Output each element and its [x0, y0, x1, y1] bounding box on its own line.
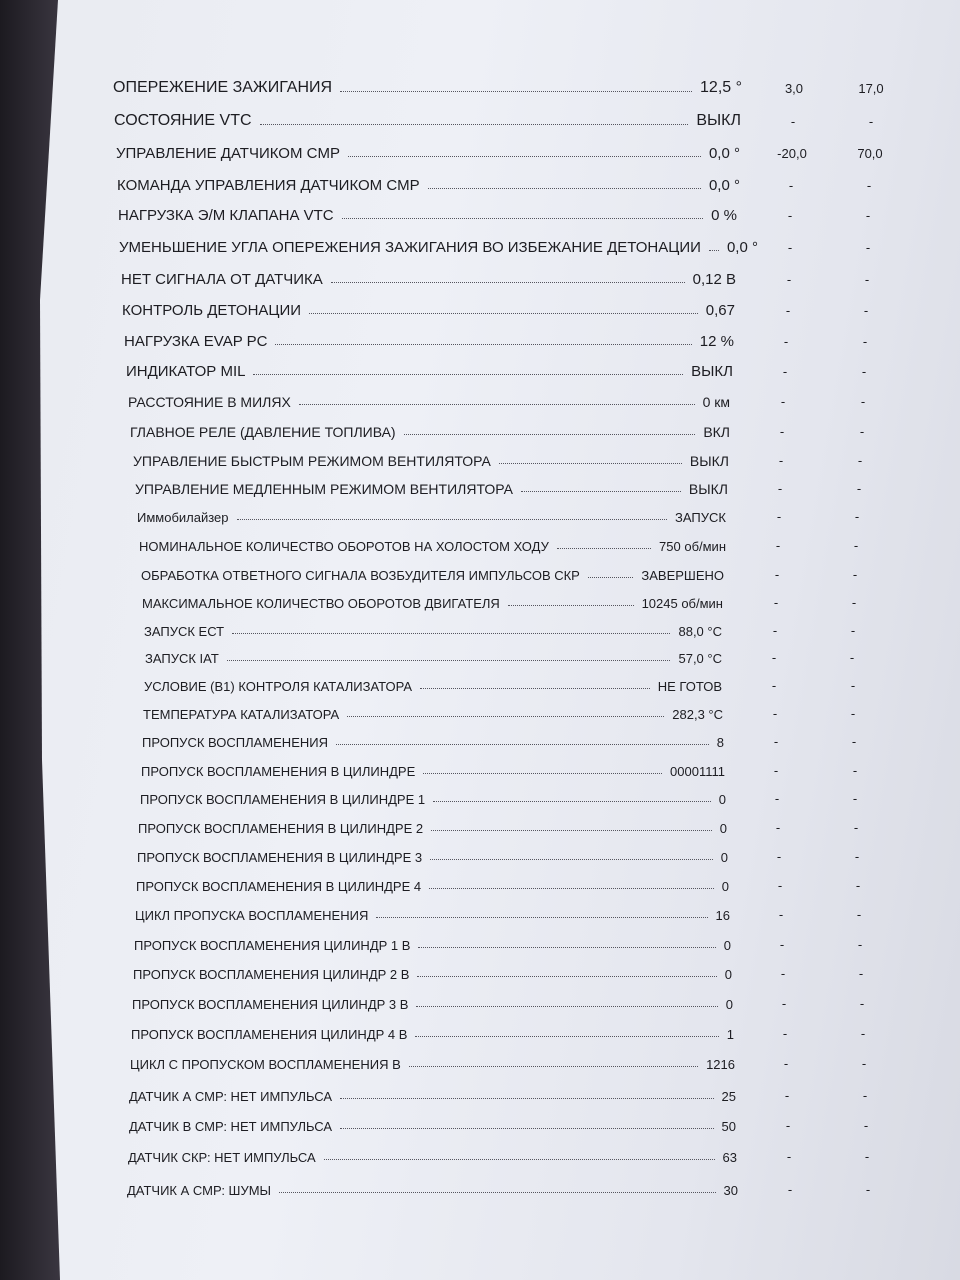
parameter-value: ВЫКЛ — [691, 363, 733, 380]
table-row — [133, 960, 732, 982]
table-row — [141, 561, 724, 583]
max-value: - — [852, 763, 858, 778]
dot-leader — [499, 463, 682, 464]
max-value: - — [854, 509, 860, 524]
dot-leader — [430, 859, 713, 860]
dot-leader — [336, 744, 709, 745]
parameter-value: 0,0 ° — [708, 145, 740, 162]
dot-leader — [431, 830, 712, 831]
table-row — [142, 589, 723, 611]
parameter-label: ПРОПУСК ВОСПЛАМЕНЕНИЯ В ЦИЛИНДРЕ 2 — [138, 821, 424, 836]
max-value: - — [861, 1056, 867, 1071]
table-row — [119, 234, 758, 256]
parameter-value: ВКЛ — [703, 424, 730, 440]
table-row — [124, 328, 734, 350]
parameter-value: 57,0 °С — [678, 651, 722, 666]
parameter-value: 8 — [716, 735, 724, 750]
parameter-label: ПРОПУСК ВОСПЛАМЕНЕНИЯ ЦИЛИНДР 1 В — [134, 938, 411, 953]
parameter-value: 0 % — [711, 207, 737, 224]
dot-leader — [433, 801, 711, 802]
min-value: - — [786, 272, 792, 287]
table-row — [134, 931, 731, 953]
min-value: - — [778, 907, 784, 922]
table-row — [132, 990, 733, 1012]
table-row — [113, 75, 742, 97]
max-value: - — [859, 996, 865, 1011]
parameter-value: 63 — [722, 1150, 737, 1165]
min-value: -20,0 — [777, 146, 807, 161]
table-row — [136, 872, 729, 894]
table-row — [142, 728, 724, 750]
parameter-label: ЗАПУСК IAT — [145, 651, 219, 666]
table-row — [135, 901, 730, 923]
parameter-label: НАГРУЗКА Э/М КЛАПАНА VTC — [118, 207, 334, 224]
dot-leader — [415, 1036, 718, 1037]
dot-leader — [324, 1159, 715, 1160]
parameter-label: ПРОПУСК ВОСПЛАМЕНЕНИЯ ЦИЛИНДР 2 В — [133, 967, 410, 982]
min-value: - — [783, 334, 789, 349]
parameter-value: 0,12 В — [692, 271, 736, 288]
parameter-value: 00001111 — [670, 764, 725, 779]
dot-leader — [227, 660, 671, 661]
table-row — [129, 1112, 736, 1134]
parameter-value: 50 — [721, 1119, 736, 1134]
table-row — [127, 1176, 738, 1198]
parameter-label: НЕТ СИГНАЛА ОТ ДАТЧИКА — [121, 271, 323, 288]
parameter-label: ЗАПУСК ЕСТ — [144, 624, 225, 639]
parameter-value: 0 — [725, 997, 733, 1012]
min-value: - — [774, 791, 780, 806]
parameter-label: ИНДИКАТОР MIL — [126, 363, 246, 380]
dot-leader — [260, 124, 689, 125]
parameter-value: 16 — [715, 908, 730, 923]
max-value: - — [853, 538, 859, 553]
dot-leader — [428, 188, 701, 189]
dot-leader — [340, 1098, 713, 1099]
min-value: - — [773, 763, 779, 778]
parameter-value: ВЫКЛ — [696, 112, 741, 129]
min-value: - — [771, 678, 777, 693]
parameter-label: ОПЕРЕЖЕНИЕ ЗАЖИГАНИЯ — [113, 79, 333, 96]
min-value: - — [780, 394, 786, 409]
max-value: 70,0 — [857, 146, 883, 161]
dot-leader — [418, 947, 715, 948]
parameter-value: 88,0 °С — [678, 624, 722, 639]
parameter-value: НЕ ГОТОВ — [657, 679, 722, 694]
max-value: - — [856, 481, 862, 496]
table-row — [144, 617, 722, 639]
parameter-label: УПРАВЛЕНИЕ МЕДЛЕННЫМ РЕЖИМОМ ВЕНТИЛЯТОРА — [135, 481, 513, 497]
table-row — [143, 700, 723, 722]
parameter-label: ГЛАВНОЕ РЕЛЕ (ДАВЛЕНИЕ ТОПЛИВА) — [130, 424, 396, 440]
min-value: - — [784, 1088, 790, 1103]
dot-leader — [416, 1006, 717, 1007]
parameter-label: УПРАВЛЕНИЕ БЫСТРЫМ РЕЖИМОМ ВЕНТИЛЯТОРА — [133, 453, 491, 469]
table-row — [135, 475, 728, 497]
parameter-value: 0 — [718, 792, 726, 807]
max-value: - — [861, 364, 867, 379]
parameter-label: ОБРАБОТКА ОТВЕТНОГО СИГНАЛА ВОЗБУДИТЕЛЯ ИМПУЛЬСОВ СКР — [141, 568, 580, 583]
parameter-label: ДАТЧИК А СМР: ШУМЫ — [127, 1183, 272, 1198]
table-row — [138, 814, 727, 836]
table-row — [121, 266, 736, 288]
dot-leader — [232, 633, 670, 634]
max-value: - — [860, 394, 866, 409]
parameter-value: 0 — [724, 967, 732, 982]
min-value: - — [790, 114, 796, 129]
dot-leader — [340, 91, 692, 92]
parameter-value: ЗАПУСК — [675, 510, 726, 525]
parameter-label: ЦИКЛ ПРОПУСКА ВОСПЛАМЕНЕНИЯ — [135, 908, 369, 923]
table-row — [128, 1143, 737, 1165]
max-value: - — [864, 272, 870, 287]
min-value: - — [774, 567, 780, 582]
min-value: - — [780, 966, 786, 981]
max-value: - — [859, 424, 865, 439]
max-value: - — [849, 650, 855, 665]
parameter-label: СОСТОЯНИЕ VTC — [114, 112, 252, 129]
min-value: - — [785, 303, 791, 318]
parameter-label: ДАТЧИК СКР: НЕТ ИМПУЛЬСА — [128, 1150, 316, 1165]
dot-leader — [588, 577, 634, 578]
max-value: - — [866, 178, 872, 193]
max-value: - — [865, 208, 871, 223]
max-value: - — [853, 820, 859, 835]
max-value: - — [851, 734, 857, 749]
max-value: 17,0 — [858, 81, 884, 96]
min-value: - — [775, 538, 781, 553]
table-row — [126, 358, 733, 380]
min-value: - — [773, 734, 779, 749]
max-value: - — [863, 303, 869, 318]
table-row — [140, 785, 726, 807]
dot-leader — [275, 344, 691, 345]
parameter-value: 25 — [721, 1089, 736, 1104]
parameter-label: КОМАНДА УПРАВЛЕНИЯ ДАТЧИКОМ CMP — [117, 177, 420, 194]
min-value: - — [787, 208, 793, 223]
table-row — [133, 447, 729, 469]
table-row — [130, 1050, 735, 1072]
dot-leader — [253, 374, 683, 375]
parameter-value: 1 — [726, 1027, 734, 1042]
parameter-label: УМЕНЬШЕНИЕ УГЛА ОПЕРЕЖЕНИЯ ЗАЖИГАНИЯ ВО ИЗБЕЖАНИЕ ДЕТОНАЦИИ — [119, 239, 701, 256]
table-row — [137, 843, 728, 865]
parameter-label: ТЕМПЕРАТУРА КАТАЛИЗАТОРА — [143, 707, 340, 722]
max-value: - — [868, 114, 874, 129]
table-row — [137, 503, 726, 525]
parameter-value: ВЫКЛ — [689, 453, 729, 469]
parameter-label: НОМИНАЛЬНОЕ КОЛИЧЕСТВО ОБОРОТОВ НА ХОЛОСТОМ ХОДУ — [139, 539, 549, 554]
table-row — [117, 172, 740, 194]
max-value: - — [854, 849, 860, 864]
min-value: - — [775, 820, 781, 835]
parameter-value: 12 % — [699, 333, 734, 350]
table-row — [128, 388, 730, 410]
min-value: - — [779, 937, 785, 952]
min-value: - — [787, 1182, 793, 1197]
dot-leader — [348, 156, 701, 157]
parameter-label: УСЛОВИЕ (В1) КОНТРОЛЯ КАТАЛИЗАТОРА — [144, 679, 413, 694]
parameter-label: ПРОПУСК ВОСПЛАМЕНЕНИЯ В ЦИЛИНДРЕ 1 — [140, 792, 426, 807]
max-value: - — [857, 937, 863, 952]
min-value: - — [771, 650, 777, 665]
dot-leader — [376, 917, 707, 918]
table-row — [130, 418, 730, 440]
parameter-value: 12,5 ° — [700, 79, 742, 96]
parameter-value: 282,3 °С — [672, 707, 723, 722]
max-value: - — [857, 453, 863, 468]
min-value: - — [772, 623, 778, 638]
min-value: - — [781, 996, 787, 1011]
max-value: - — [863, 1118, 869, 1133]
dot-leader — [342, 218, 704, 219]
dot-leader — [508, 605, 634, 606]
parameter-label: ЦИКЛ С ПРОПУСКОМ ВОСПЛАМЕНЕНИЯ В — [130, 1057, 401, 1072]
dot-leader — [309, 313, 698, 314]
parameter-value: 0 — [723, 938, 731, 953]
max-value: - — [862, 1088, 868, 1103]
parameter-label: ПРОПУСК ВОСПЛАМЕНЕНИЯ ЦИЛИНДР 4 В — [131, 1027, 408, 1042]
parameter-value: 1216 — [706, 1057, 735, 1072]
min-value: - — [776, 509, 782, 524]
min-value: - — [773, 595, 779, 610]
dot-leader — [417, 976, 716, 977]
parameter-label: МАКСИМАЛЬНОЕ КОЛИЧЕСТВО ОБОРОТОВ ДВИГАТЕЛЯ — [142, 596, 500, 611]
parameter-value: 750 об/мин — [659, 539, 726, 554]
parameter-value: 10245 об/мин — [641, 596, 723, 611]
min-value: - — [786, 1149, 792, 1164]
max-value: - — [850, 678, 856, 693]
dot-leader — [340, 1128, 713, 1129]
min-value: - — [788, 178, 794, 193]
parameter-label: Иммобилайзер — [137, 510, 229, 525]
dot-leader — [331, 282, 685, 283]
parameter-label: НАГРУЗКА EVAP PC — [124, 333, 268, 350]
dot-leader — [299, 404, 695, 405]
table-row — [116, 140, 740, 162]
parameter-value: ЗАВЕРШЕНО — [641, 568, 724, 583]
min-value: - — [777, 878, 783, 893]
max-value: - — [850, 623, 856, 638]
max-value: - — [855, 878, 861, 893]
max-value: - — [856, 907, 862, 922]
max-value: - — [852, 567, 858, 582]
dot-leader — [521, 491, 681, 492]
dot-leader — [409, 1066, 698, 1067]
parameter-label: ПРОПУСК ВОСПЛАМЕНЕНИЯ — [142, 735, 328, 750]
table-row — [141, 757, 725, 779]
min-value: - — [777, 481, 783, 496]
dot-leader — [237, 519, 668, 520]
table-row — [114, 108, 741, 130]
max-value: - — [862, 334, 868, 349]
dot-leader — [404, 434, 696, 435]
min-value: - — [783, 1056, 789, 1071]
dot-leader — [420, 688, 650, 689]
parameter-label: КОНТРОЛЬ ДЕТОНАЦИИ — [122, 302, 302, 319]
parameter-label: ПРОПУСК ВОСПЛАМЕНЕНИЯ В ЦИЛИНДРЕ — [141, 764, 416, 779]
min-value: - — [785, 1118, 791, 1133]
max-value: - — [865, 240, 871, 255]
max-value: - — [860, 1026, 866, 1041]
max-value: - — [850, 706, 856, 721]
table-row — [144, 672, 722, 694]
table-row — [145, 644, 722, 666]
parameter-value: 0,67 — [705, 302, 735, 319]
max-value: - — [865, 1182, 871, 1197]
parameter-label: ДАТЧИК В СМР: НЕТ ИМПУЛЬСА — [129, 1119, 333, 1134]
max-value: - — [858, 966, 864, 981]
parameter-value: 0 — [721, 879, 729, 894]
min-value: - — [782, 1026, 788, 1041]
dot-leader — [279, 1192, 715, 1193]
table-row — [118, 202, 737, 224]
dot-leader — [429, 888, 714, 889]
table-row — [139, 532, 726, 554]
parameter-value: ВЫКЛ — [688, 481, 728, 497]
parameter-label: ПРОПУСК ВОСПЛАМЕНЕНИЯ В ЦИЛИНДРЕ 3 — [137, 850, 423, 865]
min-value: 3,0 — [784, 81, 804, 96]
parameter-label: РАССТОЯНИЕ В МИЛЯХ — [128, 394, 291, 410]
dot-leader — [347, 716, 664, 717]
parameter-value: 0,0 ° — [726, 239, 758, 256]
parameter-value: 0 — [720, 850, 728, 865]
parameter-value: 0 км — [702, 394, 730, 410]
dot-leader — [423, 773, 662, 774]
min-value: - — [772, 706, 778, 721]
parameter-value: 0,0 ° — [708, 177, 740, 194]
max-value: - — [864, 1149, 870, 1164]
parameter-value: 30 — [723, 1183, 738, 1198]
parameter-label: УПРАВЛЕНИЕ ДАТЧИКОМ CMP — [116, 145, 340, 162]
parameter-label: ПРОПУСК ВОСПЛАМЕНЕНИЯ В ЦИЛИНДРЕ 4 — [136, 879, 422, 894]
min-value: - — [787, 240, 793, 255]
parameter-label: ДАТЧИК А СМР: НЕТ ИМПУЛЬСА — [129, 1089, 333, 1104]
min-value: - — [776, 849, 782, 864]
parameter-label: ПРОПУСК ВОСПЛАМЕНЕНИЯ ЦИЛИНДР 3 В — [132, 997, 409, 1012]
max-value: - — [852, 791, 858, 806]
table-row — [131, 1020, 734, 1042]
table-row — [129, 1082, 736, 1104]
max-value: - — [851, 595, 857, 610]
min-value: - — [778, 453, 784, 468]
min-value: - — [779, 424, 785, 439]
parameter-value: 0 — [719, 821, 727, 836]
min-value: - — [782, 364, 788, 379]
table-row — [122, 297, 735, 319]
dot-leader — [557, 548, 651, 549]
dot-leader — [709, 250, 719, 251]
